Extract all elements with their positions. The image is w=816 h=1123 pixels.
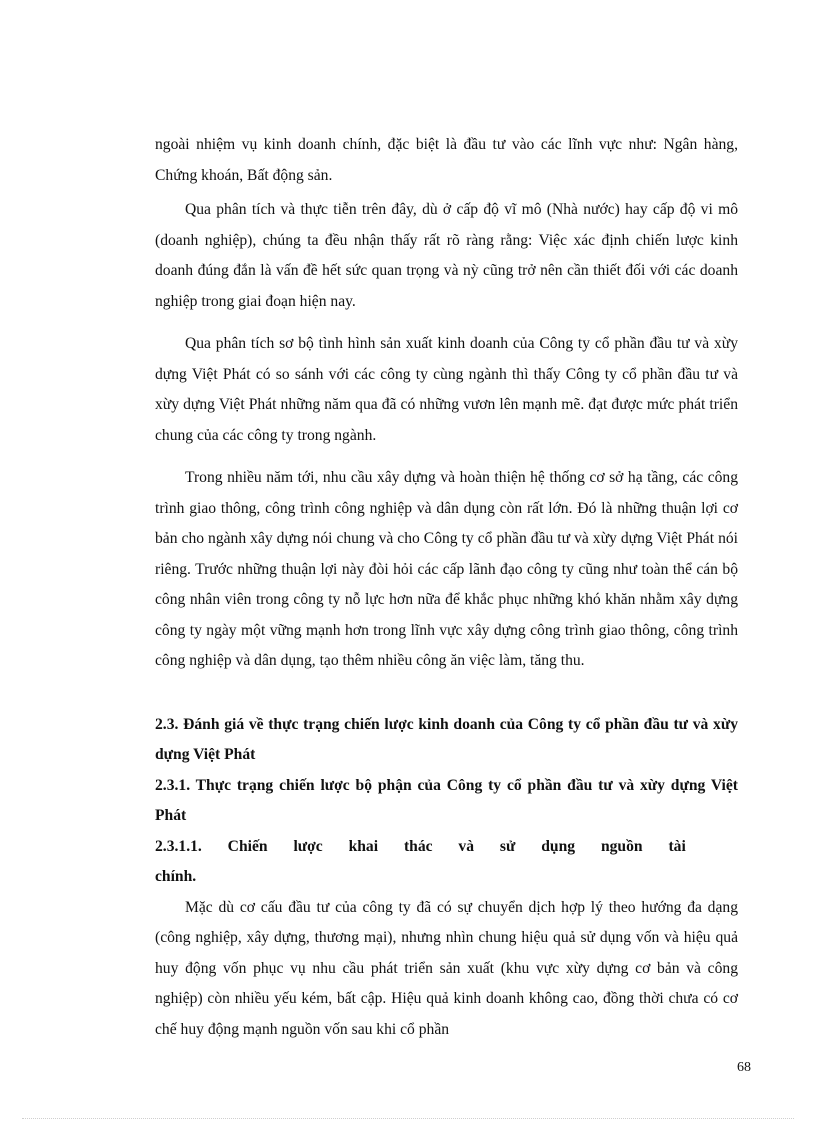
section-heading-2-3-1: 2.3.1. Thực trạng chiến lược bộ phận của Công ty cổ phần đầu tư và xừy dựng Việt Phát — [155, 776, 738, 824]
paragraph-company-overview: Qua phân tích sơ bộ tình hình sản xuất kinh doanh của Công ty cổ phần đầu tư và xừy dựng Việt Phát có so sánh với các công ty cùng ngành thì thấy Công ty cổ phần đầu tư và xừy dựng Việt Phát những năm qua đã có những vươn lên mạnh mẽ. đạt được mức phát triển chung của các công ty trong ngành. — [155, 335, 738, 444]
page-number: 68 — [737, 1060, 751, 1075]
paragraph-continuation: ngoài nhiệm vụ kinh doanh chính, đặc biệt là đầu tư vào các lĩnh vực như: Ngân hàng, Chứng khoán, Bất động sản. — [155, 136, 738, 184]
section-heading-2-3: 2.3. Đánh giá về thực trạng chiến lược kinh doanh của Công ty cổ phần đầu tư và xừy dựng Việt Phát — [155, 715, 738, 763]
paragraph-future-outlook: Trong nhiều năm tới, nhu cầu xây dựng và hoàn thiện hệ thống cơ sở hạ tầng, các công trình giao thông, công trình công nghiệp và dân dụng còn rất lớn. Đó là những thuận lợi cơ bản cho ngành xây dựng nói chung và cho Công ty cổ phần đầu tư và xừy dựng Việt Phát nói riêng. Trước những thuận lợi này đòi hỏi các cấp lãnh đạo công ty cũng như toàn thể cán bộ công nhân viên trong công ty nỗ lực hơn nữa để khắc phục những khó khăn nhằm xây dựng công ty ngày một vững mạnh hơn trong lĩnh vực xây dựng công trình giao thông, công trình công nghiệp và dân dụng, tạo thêm nhiều công ăn việc làm, tăng thu. — [155, 469, 738, 669]
page-body — [155, 130, 738, 1045]
section-heading-2-3-1-1: 2.3.1.1. Chiến lược khai thác và sử dụng nguồn tài chính. — [155, 837, 686, 885]
page-bottom-divider — [22, 1118, 794, 1119]
paragraph-analysis: Qua phân tích và thực tiễn trên đây, dù ở cấp độ vĩ mô (Nhà nước) hay cấp độ vi mô (doanh nghiệp), chúng ta đều nhận thấy rất rõ ràng rằng: Việc xác định chiến lược kinh doanh đúng đắn là vấn đề hết sức quan trọng và nỳ cũng trở nên cần thiết đối với các doanh nghiệp trong giai đoạn hiện nay. — [155, 201, 738, 310]
paragraph-financial-strategy: Mặc dù cơ cấu đầu tư của công ty đã có sự chuyển dịch hợp lý theo hướng đa dạng (công nghiệp, xây dựng, thương mại), nhưng nhìn chung hiệu quả sử dụng vốn và hiệu quả huy động vốn phục vụ nhu cầu phát triển sản xuất (khu vực xừy dựng cơ bản và công nghiệp) còn nhiều yếu kém, bất cập. Hiệu quả kinh doanh không cao, đồng thời chưa có cơ chế huy động mạnh nguồn vốn sau khi cổ phần — [155, 898, 738, 1038]
